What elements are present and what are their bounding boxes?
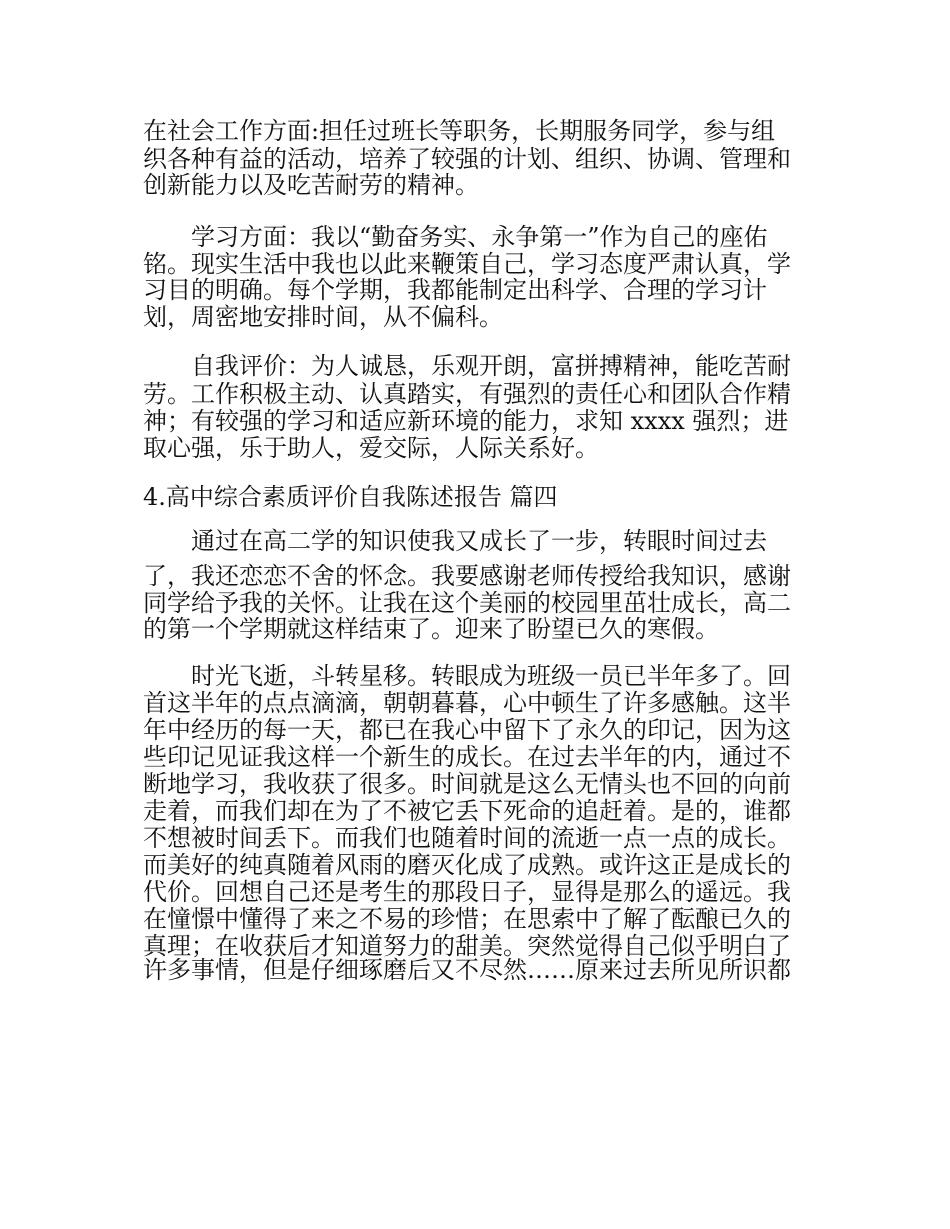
text-line: 织各种有益的活动，培养了较强的计划、组织、协调、管理和: [143, 145, 791, 173]
text-line: 划，周密地安排时间，从不偏科。: [143, 303, 503, 331]
text-line: 在社会工作方面:担任过班长等职务，长期服务同学，参与组: [143, 117, 776, 145]
text-line: 代价。回想自己还是考生的那段日子，显得是那么的遥远。我: [143, 878, 791, 906]
text-line: 走着，而我们却在为了不被它丢下死命的追赶着。是的，谁都: [143, 797, 791, 825]
text-line: 创新能力以及吃苦耐劳的精神。: [143, 171, 479, 199]
text-line: 年中经历的每一天，都已在我心中留下了永久的印记，因为这: [143, 716, 791, 744]
heading-line: 4.高中综合素质评价自我陈述报告 篇四: [143, 483, 558, 511]
text-line: 些印记见证我这样一个新生的成长。在过去半年的内，通过不: [143, 743, 791, 771]
text-line: 的第一个学期就这样结束了。迎来了盼望已久的寒假。: [143, 615, 719, 643]
text-line: 断地学习，我收获了很多。时间就是这么无情头也不回的向前: [143, 770, 791, 798]
text-line: 了，我还恋恋不舍的怀念。我要感谢老师传授给我知识，感谢: [143, 562, 791, 590]
text-line: 自我评价：为人诚恳，乐观开朗，富拼搏精神，能吃苦耐: [143, 352, 791, 380]
text-line: 学习方面：我以“勤奋务实、永争第一”作为自己的座佑: [143, 223, 768, 251]
text-line: 铭。现实生活中我也以此来鞭策自己，学习态度严肃认真，学: [143, 250, 791, 278]
text-line: 同学给予我的关怀。让我在这个美丽的校园里茁壮成长，高二: [143, 589, 791, 617]
text-line: 真理；在收获后才知道努力的甜美。突然觉得自己似乎明白了: [143, 932, 791, 960]
text-line: 通过在高二学的知识使我又成长了一步，转眼时间过去: [143, 527, 767, 555]
text-line: 劳。工作积极主动、认真踏实，有强烈的责任心和团队合作精: [143, 380, 791, 408]
text-line: 在憧憬中懂得了来之不易的珍惜；在思索中了解了酝酿已久的: [143, 905, 791, 933]
text-line: 习目的明确。每个学期，我都能制定出科学、合理的学习计: [143, 276, 767, 304]
text-line: 不想被时间丢下。而我们也随着时间的流逝一点一点的成长。: [143, 824, 791, 852]
text-line: 许多事情，但是仔细琢磨后又不尽然……原来过去所见所识都: [143, 956, 791, 984]
text-line: 时光飞逝，斗转星移。转眼成为班级一员已半年多了。回: [143, 662, 791, 690]
text-line: 取心强，乐于助人，爱交际，人际关系好。: [143, 434, 599, 462]
text-line: 而美好的纯真随着风雨的磨灭化成了成熟。或许这正是成长的: [143, 851, 791, 879]
text-line: 首这半年的点点滴滴，朝朝暮暮，心中顿生了许多感触。这半: [143, 689, 791, 717]
text-line: 神；有较强的学习和适应新环境的能力，求知 xxxx 强烈；进: [143, 407, 789, 435]
